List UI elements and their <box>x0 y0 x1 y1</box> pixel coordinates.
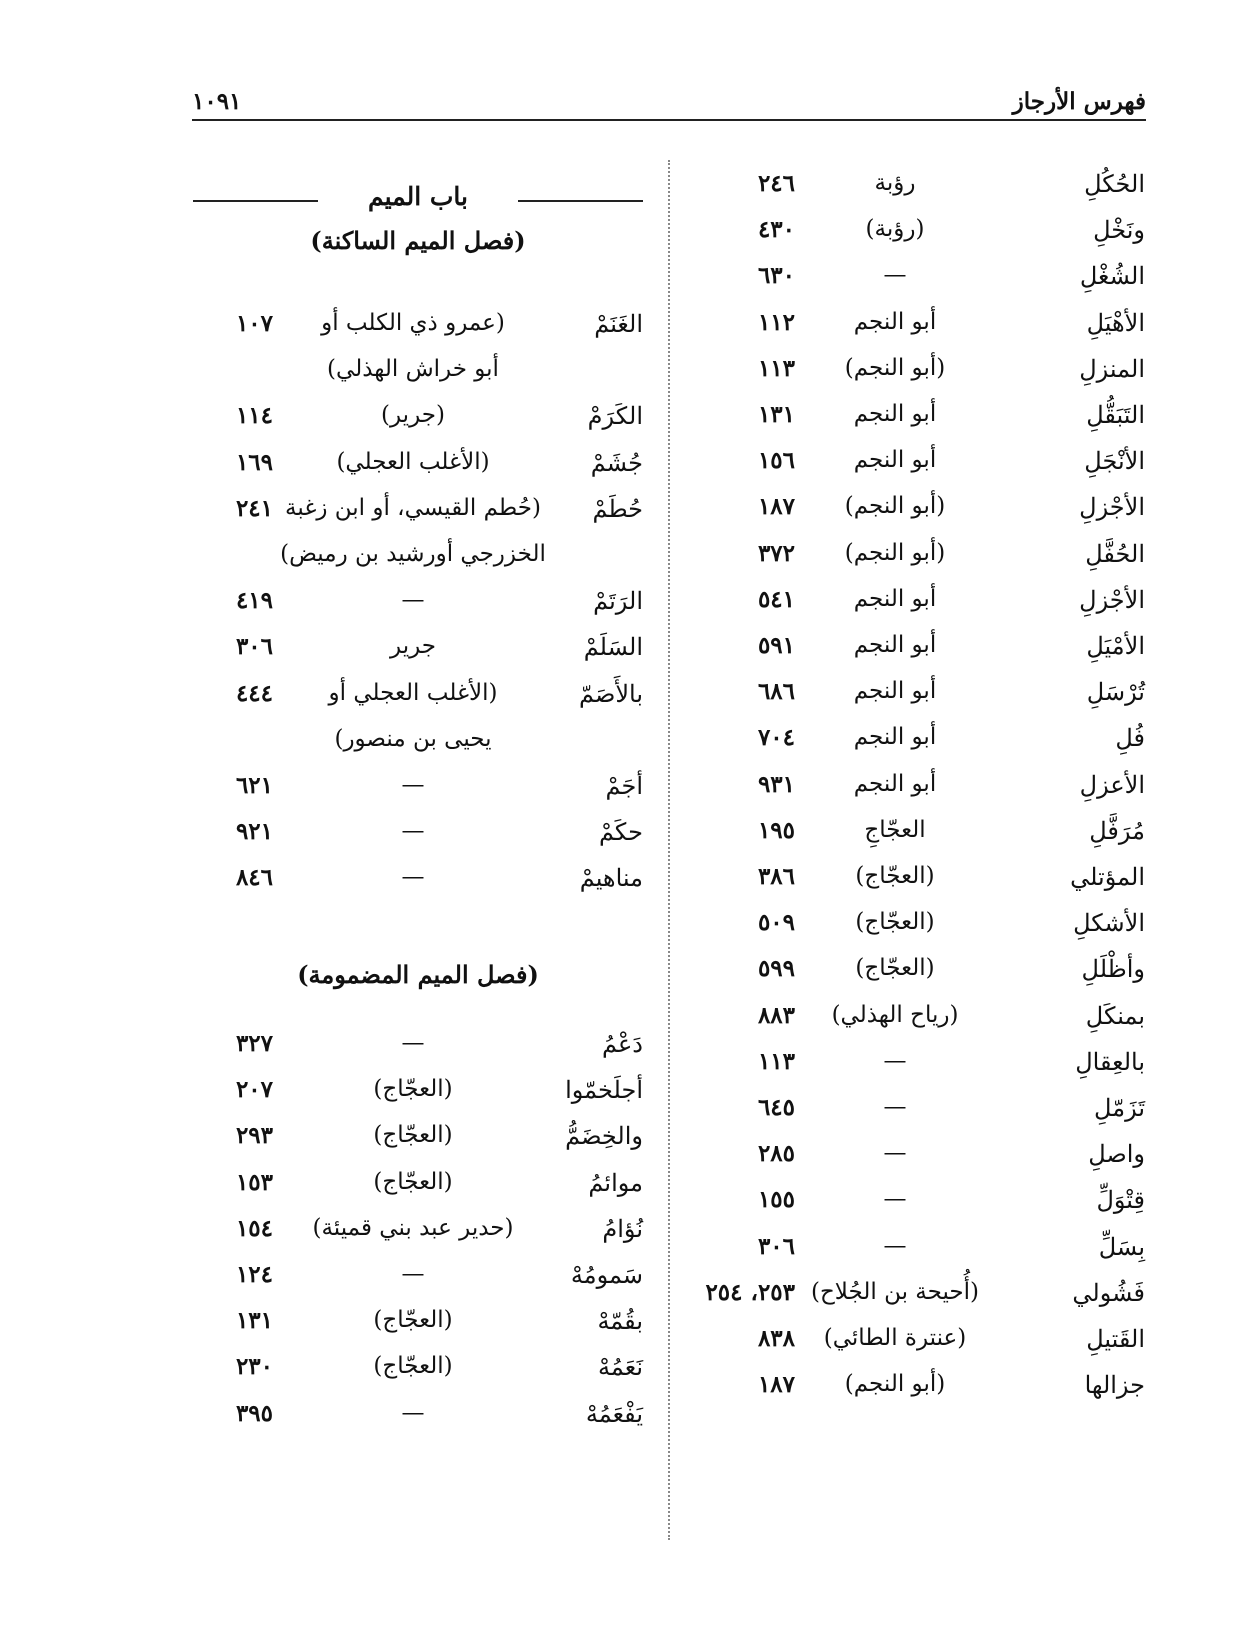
index-entry <box>193 864 643 908</box>
index-entry <box>193 541 643 585</box>
entry-word: تَزَمّلِ <box>1094 1094 1145 1122</box>
entry-page: ١١٤ <box>235 402 273 430</box>
index-entry <box>665 1048 1145 1092</box>
index-entry <box>193 356 643 400</box>
entry-word: الرَتَمْ <box>593 587 643 616</box>
entry-word: وأظْلَلِ <box>1081 955 1145 984</box>
index-entry <box>193 1076 643 1120</box>
index-entry <box>665 1325 1145 1369</box>
entry-page: ٥٩٩ <box>757 955 795 983</box>
entry-word: بمنكَلِ <box>1085 1001 1145 1030</box>
index-entry <box>665 1002 1145 1046</box>
entry-page: ٣٠٦ <box>235 633 273 661</box>
index-entry <box>193 633 643 677</box>
entry-poet: (أبو النجم) <box>844 539 946 566</box>
entry-poet: (العجّاج) <box>373 1353 453 1380</box>
entry-word: فُلِ <box>1115 724 1145 753</box>
entry-word: ونَخْلِ <box>1093 216 1145 245</box>
entry-word: الأشكلِ <box>1073 909 1145 938</box>
index-entry <box>665 1094 1145 1138</box>
entry-page: ٦٨٦ <box>757 678 795 706</box>
index-entry <box>193 402 643 446</box>
index-entry <box>193 726 643 770</box>
subsection-title-sakina: (فصل الميم الساكنة) <box>310 226 526 255</box>
entry-word: جزالها <box>1084 1371 1145 1400</box>
index-entry <box>665 771 1145 815</box>
entry-word: الغَنَمْ <box>594 310 643 338</box>
index-entry <box>665 493 1145 537</box>
entry-poet: (العجّاج) <box>855 863 935 889</box>
entry-poet: (حدير عبد بني قميئة) <box>312 1214 514 1241</box>
entry-poet: (العجّاج) <box>855 909 935 936</box>
entry-word: المؤتلي <box>1070 863 1145 891</box>
entry-page: ٩٢١ <box>235 818 273 846</box>
index-entry <box>665 355 1145 399</box>
entry-page: ٩٣١ <box>757 770 795 798</box>
section-title: باب الميم <box>367 182 468 211</box>
index-entry <box>665 632 1145 676</box>
entry-word: جُشَمْ <box>590 448 643 477</box>
entry-poet: — <box>401 818 425 845</box>
entry-poet: — <box>883 1047 907 1074</box>
index-entry <box>665 401 1145 445</box>
index-entry <box>665 955 1145 999</box>
index-entry <box>193 1169 643 1213</box>
entry-poet: — <box>401 1399 425 1426</box>
entry-page: ٧٠٤ <box>757 724 795 752</box>
index-entry <box>193 1122 643 1166</box>
index-entry <box>665 586 1145 630</box>
entry-poet: (أبو النجم) <box>844 493 946 520</box>
entry-page: ٣٩٥ <box>235 1399 273 1427</box>
entry-page: ٥٤١ <box>757 585 795 613</box>
entry-poet: (عمرو ذي الكلب أو <box>321 310 505 336</box>
entry-word: يَفْعَمُهْ <box>585 1399 643 1428</box>
entry-poet: أبو النجم <box>853 447 937 474</box>
entry-page: ٢٤١ <box>235 494 273 522</box>
entry-page: ٣٠٦ <box>757 1232 795 1260</box>
entry-poet: (العجّاج) <box>373 1168 453 1195</box>
entry-word: القَتيلِ <box>1086 1325 1145 1353</box>
entry-word: تُرْسَلِ <box>1086 678 1145 707</box>
entry-page: ١٥٣ <box>235 1168 273 1196</box>
index-entry <box>665 170 1145 214</box>
entry-poet: — <box>883 262 907 289</box>
entry-page: ٣٢٧ <box>235 1030 273 1057</box>
entry-poet: — <box>401 772 425 798</box>
index-entry <box>665 909 1145 953</box>
page-header <box>192 88 1146 118</box>
entry-page: ٣٨٦ <box>757 863 795 890</box>
entry-poet: (الأغلب العجلي) <box>336 448 490 475</box>
entry-word: مناهيمْ <box>579 864 643 893</box>
heading-rule-left <box>193 200 318 202</box>
entry-page: ٢٠٧ <box>235 1076 273 1104</box>
entry-word: دَعْمُ <box>602 1030 643 1058</box>
entry-word: الحُفَّلِ <box>1085 539 1145 568</box>
entry-page: ١٥٦ <box>757 447 795 475</box>
entry-page: ٦٢١ <box>235 772 273 799</box>
index-entry <box>665 1371 1145 1415</box>
entry-page: ١١٣ <box>757 1047 795 1075</box>
entry-page: ٢٩٣ <box>235 1122 273 1150</box>
entry-poet: أبو النجم <box>853 770 937 797</box>
entry-word: بقُمّهْ <box>597 1307 643 1336</box>
index-entry <box>665 678 1145 722</box>
entry-word: المنزلِ <box>1079 354 1145 383</box>
index-entry <box>193 495 643 539</box>
entry-page: ١٨٧ <box>757 1371 795 1399</box>
entry-poet: العجّاجِ <box>864 816 926 843</box>
entry-page: ٨٣٨ <box>757 1325 795 1352</box>
entry-poet: (العجّاج) <box>373 1307 453 1334</box>
entry-word: أجَمْ <box>605 772 643 800</box>
entry-word: الشُغْلِ <box>1079 262 1145 291</box>
entry-page: ١٨٧ <box>757 493 795 521</box>
section-heading <box>193 180 643 220</box>
entry-word: نُؤامُ <box>602 1214 643 1243</box>
entry-word: حكَمْ <box>598 818 643 847</box>
index-entry <box>665 1140 1145 1184</box>
entry-poet: (العجّاج) <box>373 1122 453 1149</box>
entry-poet: (الأغلب العجلي أو <box>328 679 498 706</box>
entry-poet: الخزرجي أورشيد بن رميض) <box>280 541 546 567</box>
entry-word: حُطَمْ <box>592 494 643 523</box>
entry-word: موائمُ <box>588 1168 643 1197</box>
entry-word: سَمومُهْ <box>570 1261 643 1289</box>
index-entry <box>193 772 643 816</box>
entry-page: ١٩٥ <box>757 816 795 844</box>
entry-page: ٦٤٥ <box>757 1094 795 1121</box>
entry-page: ١٥٥ <box>757 1186 795 1214</box>
entry-poet: (عنترة الطائي) <box>823 1325 967 1351</box>
entry-word: بالأَصَمّ <box>578 679 643 708</box>
entry-page: ٥٩١ <box>757 632 795 659</box>
entry-word: الأجْزلِ <box>1079 585 1145 614</box>
index-entry <box>193 1261 643 1305</box>
entry-poet: (رياح الهذلي) <box>831 1001 959 1028</box>
entry-poet: — <box>883 1140 907 1167</box>
entry-poet: — <box>401 864 425 891</box>
index-entry <box>193 818 643 862</box>
entry-word: الأهْيَلِ <box>1086 308 1145 337</box>
index-entry <box>665 1186 1145 1230</box>
entry-word: قِتْوَلِّ <box>1096 1186 1145 1215</box>
index-entry <box>193 1307 643 1351</box>
entry-page: ٢٤٦ <box>757 170 795 197</box>
index-entry <box>193 449 643 493</box>
entry-page: ١٦٩ <box>235 448 273 476</box>
entry-word: والخِضَمُّ <box>565 1122 643 1151</box>
index-entry <box>193 1353 643 1397</box>
index-entry <box>665 1279 1145 1323</box>
entry-poet: يحيى بن منصور) <box>334 725 492 752</box>
index-entry <box>665 447 1145 491</box>
entry-word: الأعزلِ <box>1079 770 1145 799</box>
entry-page: ٤٣٠ <box>757 216 795 244</box>
entry-poet: (حُطم القيسي، أو ابن زغبة <box>285 494 541 521</box>
entry-page: ١١٢ <box>757 308 795 336</box>
entry-word: الأمْيَلِ <box>1086 632 1145 660</box>
entry-poet: أبو خراش الهذلي) <box>327 356 499 383</box>
entry-word: نَعَمُهْ <box>598 1353 643 1382</box>
entry-poet: (أبو النجم) <box>844 354 946 381</box>
entry-poet: — <box>401 587 425 614</box>
index-entry <box>665 309 1145 353</box>
subsection-title-madmuma: (فصل الميم المضمومة) <box>297 960 539 989</box>
entry-page: ٥٠٩ <box>757 909 795 937</box>
index-entry <box>665 216 1145 260</box>
entry-poet: — <box>401 1030 425 1056</box>
index-entry <box>665 817 1145 861</box>
entry-word: واصلِ <box>1088 1140 1145 1169</box>
entry-page: ٨٨٣ <box>757 1001 795 1029</box>
entry-page: ٤٤٤ <box>235 679 273 707</box>
entry-word: الكَرَمْ <box>587 402 643 431</box>
index-entry <box>193 587 643 631</box>
entry-poet: (جرير) <box>381 402 445 429</box>
entry-poet: أبو النجم <box>853 632 937 658</box>
entry-poet: أبو النجم <box>853 401 937 427</box>
index-entry <box>193 1215 643 1259</box>
entry-poet: أبو النجم <box>853 585 937 612</box>
entry-page: ٦٣٠ <box>757 262 795 290</box>
entry-word: فَشُولي <box>1072 1278 1145 1307</box>
entry-poet: رؤبة <box>874 170 916 196</box>
entry-poet: (أُحيحة بن الجُلاح) <box>810 1278 980 1305</box>
entry-word: أجلَخمّوا <box>565 1076 643 1105</box>
entry-page: ١٥٤ <box>235 1214 273 1242</box>
entry-page: ٢٥٣، ٢٥٤ <box>705 1278 795 1306</box>
entry-page: ١٠٧ <box>235 310 273 337</box>
entry-poet: — <box>401 1261 425 1287</box>
index-entry <box>665 540 1145 584</box>
index-entry <box>665 262 1145 306</box>
entry-poet: (رؤبة) <box>865 216 925 243</box>
entry-page: ١٣١ <box>757 401 795 428</box>
entry-word: الحُكُلِ <box>1084 170 1145 198</box>
entry-page: ١٢٤ <box>235 1261 273 1288</box>
entry-poet: — <box>883 1094 907 1120</box>
entry-page: ٣٧٢ <box>757 539 795 567</box>
entry-poet: — <box>883 1186 907 1213</box>
index-entry <box>193 1400 643 1444</box>
entry-word: بِسَلِّ <box>1098 1232 1145 1261</box>
entry-poet: أبو النجم <box>853 724 937 751</box>
entry-word: السَلَمْ <box>583 633 643 662</box>
entry-poet: (العجّاج) <box>855 955 935 982</box>
page-number: ١٠٩١ <box>192 88 242 115</box>
entry-word: مُرَفَّلِ <box>1089 816 1145 845</box>
entry-page: ٨٤٦ <box>235 864 273 892</box>
index-entry <box>193 680 643 724</box>
entry-poet: أبو النجم <box>853 678 937 705</box>
index-entry <box>665 863 1145 907</box>
entry-poet: أبو النجم <box>853 308 937 335</box>
index-entry <box>665 1233 1145 1277</box>
entry-page: ٢٨٥ <box>757 1140 795 1168</box>
entry-page: ١١٣ <box>757 354 795 382</box>
entry-word: التَبَقُّلِ <box>1086 401 1145 429</box>
header-rule <box>192 119 1146 121</box>
entry-poet: (العجّاج) <box>373 1076 453 1103</box>
index-entry <box>665 724 1145 768</box>
entry-word: بالعِقالِ <box>1075 1047 1145 1076</box>
entry-poet: (أبو النجم) <box>844 1371 946 1398</box>
index-entry <box>193 1030 643 1074</box>
entry-page: ٤١٩ <box>235 587 273 615</box>
entry-poet: — <box>883 1232 907 1259</box>
entry-word: الأجْزلِ <box>1079 493 1145 522</box>
page-title: فهرس الأرجاز <box>1012 88 1146 115</box>
entry-poet: جرير <box>390 633 436 660</box>
entry-word: الأنْجَلِ <box>1084 447 1145 476</box>
index-entry <box>193 310 643 354</box>
entry-page: ١٣١ <box>235 1307 273 1335</box>
entry-page: ٢٣٠ <box>235 1353 273 1381</box>
